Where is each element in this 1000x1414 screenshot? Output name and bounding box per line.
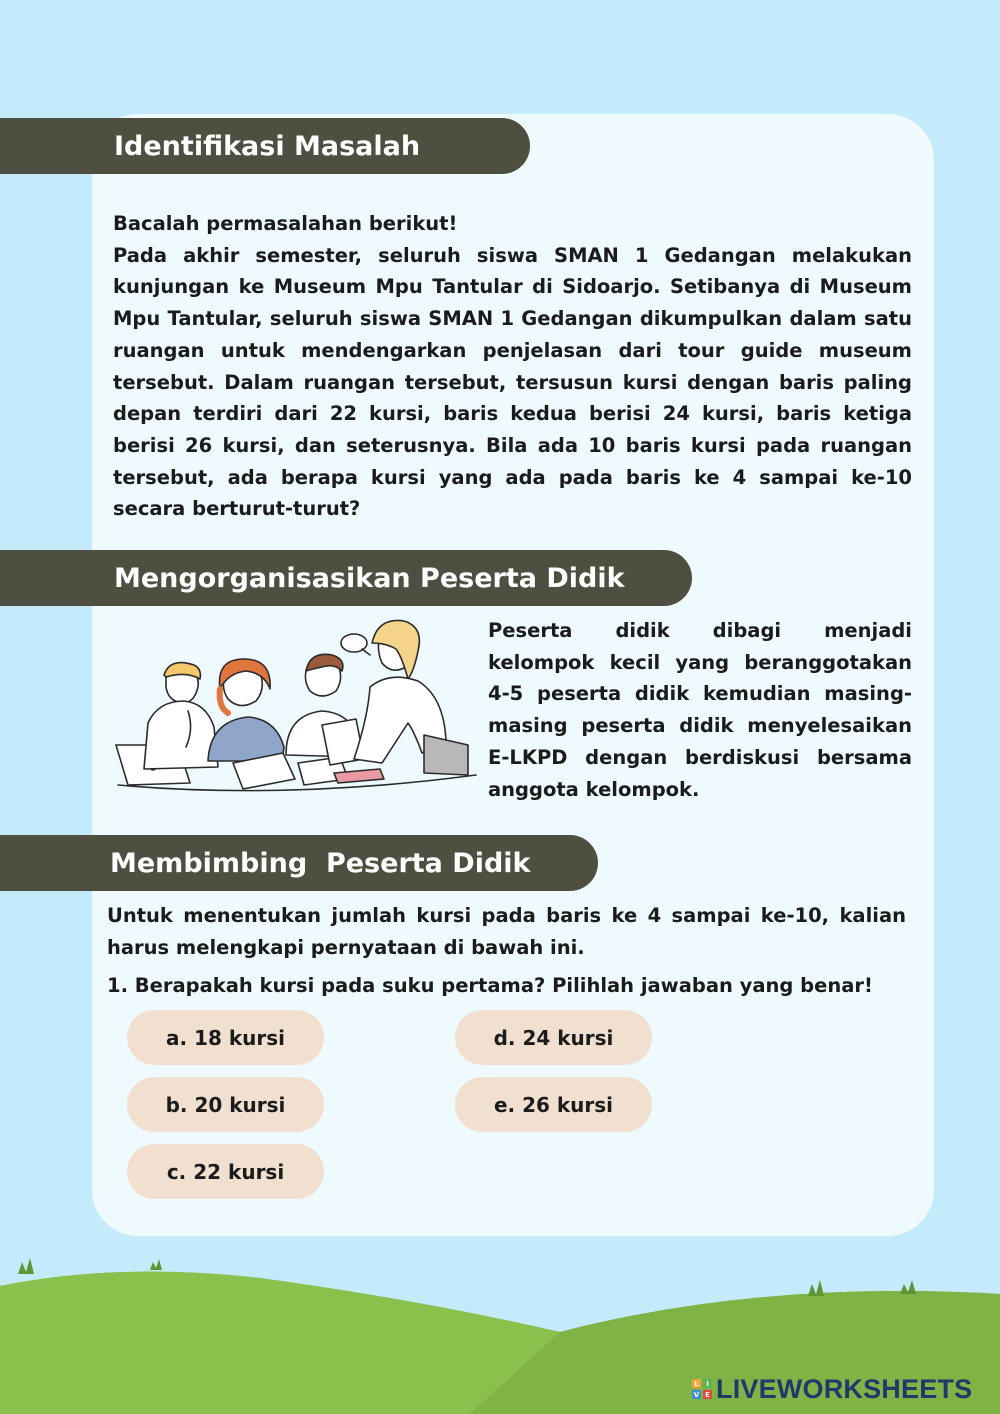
logo-letter: I — [703, 1379, 712, 1388]
answer-option-a[interactable]: a. 18 kursi — [127, 1010, 324, 1065]
logo-text: LIVEWORKSHEETS — [716, 1373, 973, 1404]
section-banner-membimbing — [0, 835, 598, 891]
section-banner-identifikasi — [0, 118, 530, 174]
group-discussion-illustration — [108, 615, 480, 800]
problem-text — [113, 208, 912, 525]
answer-option-e[interactable]: e. 26 kursi — [455, 1077, 652, 1132]
problem-body: Pada akhir semester, seluruh siswa SMAN 1 Gedangan melakukan kunjungan ke Museum Mpu Tantular di Sidoarjo. Setibanya di Museum Mpu Tantular, seluruh siswa SMAN 1 Gedangan dikumpulkan dalam satu ruangan untuk mendengarkan penjelasan dari tour guide museum tersebut. Dalam ruangan tersebut, tersusun kursi dengan baris paling depan terdiri dari 22 kursi, baris kedua berisi 24 kursi, baris ketiga berisi 26 kursi, dan seterusnya. Bila ada 10 baris kursi pada ruangan tersebut, ada berapa kursi yang ada pada baris ke 4 sampai ke-10 secara berturut-turut? — [113, 243, 912, 521]
logo-letter: L — [692, 1379, 701, 1388]
guide-text: Untuk menentukan jumlah kursi pada baris ke 4 sampai ke-10, kalian harus melengkapi pernyataan di bawah ini. — [107, 904, 906, 959]
logo-mark-icon — [692, 1379, 712, 1399]
section-title: Membimbing Peserta Didik — [110, 847, 531, 879]
problem-intro: Bacalah permasalahan berikut! — [113, 212, 458, 235]
organize-text: Peserta didik dibagi menjadi kelompok kecil yang beranggotakan 4-5 peserta didik kemudian masing-masing peserta didik menyelesaikan E-LKPD dengan berdiskusi bersama anggota kelompok. — [488, 619, 912, 801]
section-title: Identifikasi Masalah — [114, 130, 421, 162]
answer-option-b[interactable]: b. 20 kursi — [127, 1077, 324, 1132]
answer-option-d[interactable]: d. 24 kursi — [455, 1010, 652, 1065]
liveworksheets-logo — [692, 1374, 972, 1404]
section-banner-mengorganisasikan — [0, 550, 692, 606]
question-1: 1. Berapakah kursi pada suku pertama? Pilihlah jawaban yang benar! — [107, 974, 873, 997]
logo-letter: E — [703, 1390, 712, 1399]
logo-letter: V — [693, 1390, 700, 1399]
section-title: Mengorganisasikan Peserta Didik — [114, 562, 625, 594]
answer-option-c[interactable]: c. 22 kursi — [127, 1144, 324, 1199]
